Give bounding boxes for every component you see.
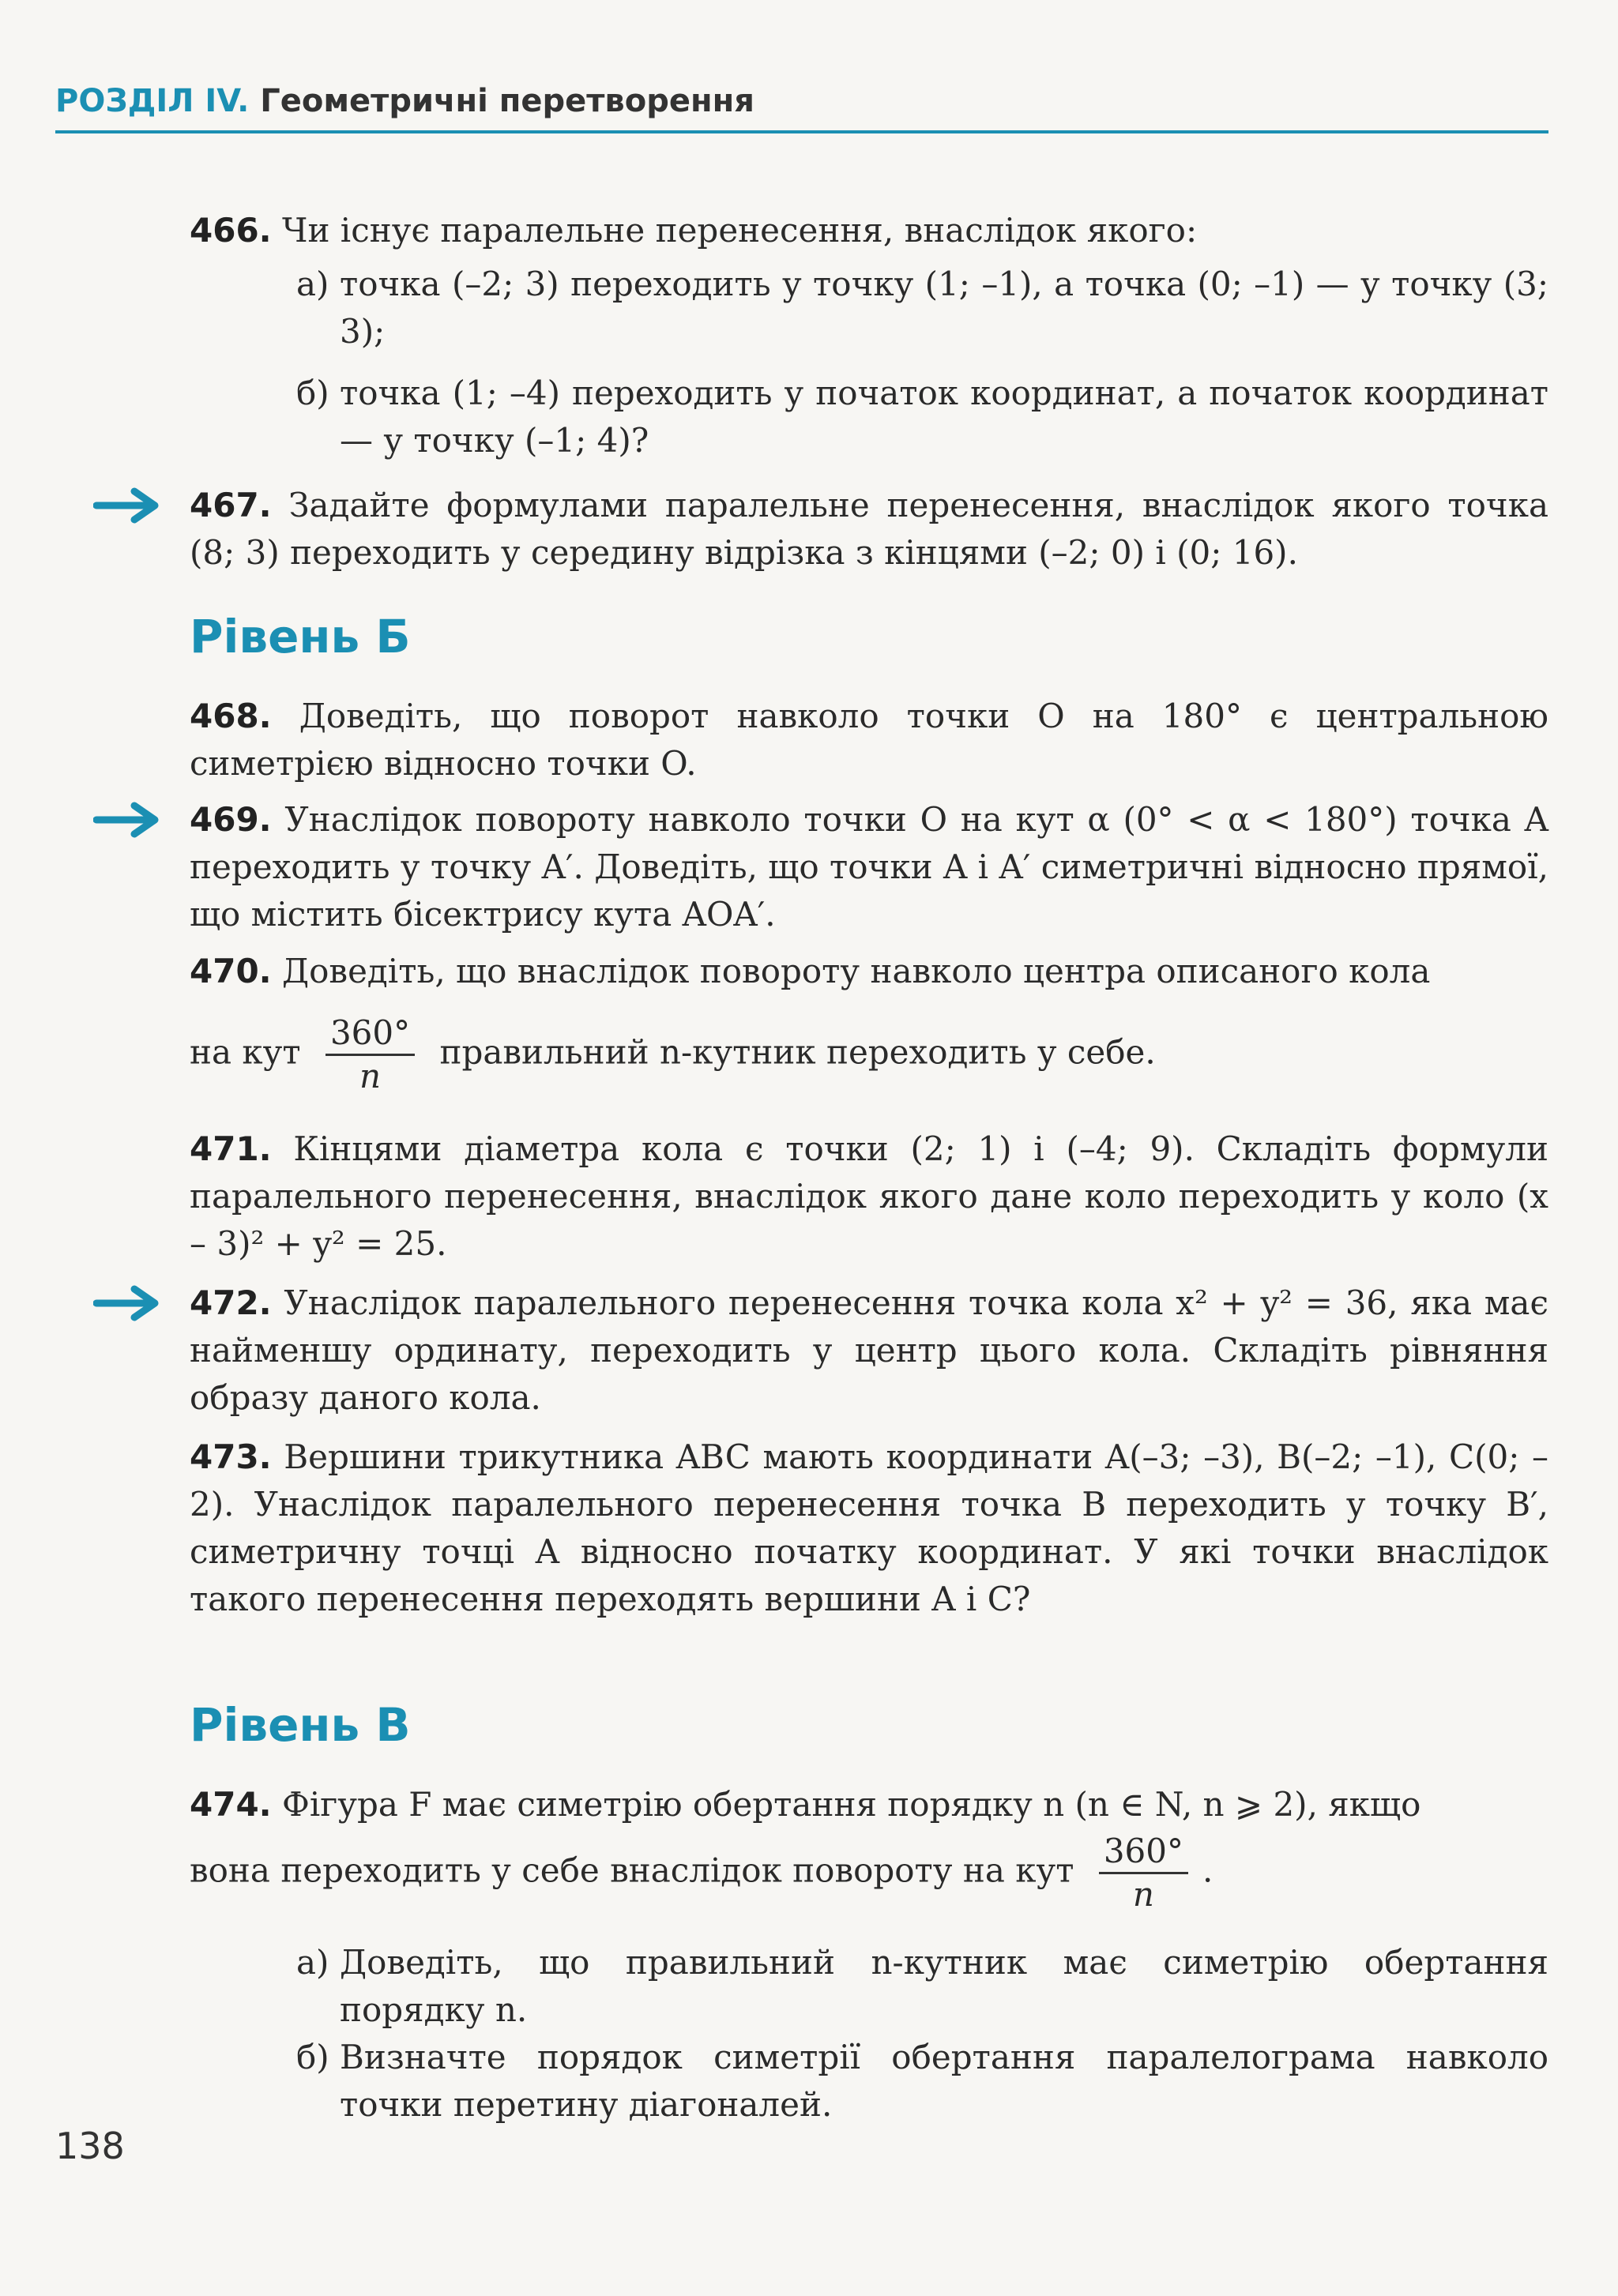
problem-number: 466. — [190, 211, 272, 250]
problem-474 — [190, 1781, 1548, 1828]
section-title: Геометричні перетворення — [260, 83, 754, 119]
item-label: а) — [296, 265, 329, 303]
problem-466-b — [296, 370, 1548, 464]
problem-number: 469. — [190, 800, 272, 839]
problem-text: на кут — [190, 1032, 301, 1072]
item-text: точка (–2; 3) переходить у точку (1; –1), а точка (0; –1) — у точку (3; 3); — [340, 265, 1548, 351]
problem-text: Доведіть, що внаслідок повороту навколо центра описаного кола — [282, 952, 1431, 990]
item-label: а) — [296, 1943, 329, 1982]
problem-number: 468. — [190, 697, 272, 735]
section-label: РОЗДІЛ IV. — [55, 83, 250, 119]
problem-466-a — [296, 261, 1548, 355]
problem-text: Унаслідок повороту навколо точки O на кут α (0° < α < 180°) точка A переходить у точку A′. Доведіть, що точки A і A′ симетричні відносно прямої, що містить бісектрису кута AOA′. — [190, 800, 1548, 934]
problem-text: Чи існує паралельне перенесення, внаслідок якого: — [282, 211, 1198, 250]
problem-number: 472. — [190, 1283, 272, 1322]
problem-text: правильний n-кутник переходить у себе. — [439, 1032, 1156, 1072]
problem-text: Доведіть, що поворот навколо точки O на 180° є центральною симетрією відносно точки O. — [190, 697, 1548, 783]
problem-text: Унаслідок паралельного перенесення точка кола x² + y² = 36, яка має найменшу ординату, переходить у центр цього кола. Складіть рівняння образу даного кола. — [190, 1283, 1548, 1417]
problem-text: вона переходить у себе внаслідок повороту на кут — [190, 1851, 1074, 1890]
problem-number: 470. — [190, 952, 272, 990]
item-text: точка (1; –4) переходить у початок координат, а початок координат — у точку (–1; 4)? — [340, 374, 1548, 460]
problem-472 — [190, 1280, 1548, 1422]
item-text: Доведіть, що правильний n-кутник має симетрію обертання порядку n. — [340, 1943, 1548, 2029]
period: . — [1202, 1851, 1214, 1890]
fraction-numerator: 360° — [325, 1013, 415, 1056]
problem-number: 471. — [190, 1129, 272, 1168]
problem-474-line2 — [190, 1831, 1548, 1915]
header-rule — [55, 130, 1548, 133]
item-text: Визначте порядок симетрії обертання паралелограма навколо точки перетину діагоналей. — [340, 2038, 1548, 2124]
page-number: 138 — [55, 2125, 125, 2167]
problem-text: Задайте формулами паралельне перенесення, внаслідок якого точка (8; 3) переходить у середину відрізка з кінцями (–2; 0) і (0; 16). — [190, 486, 1548, 572]
fraction — [325, 1013, 415, 1097]
problem-473 — [190, 1434, 1548, 1623]
page-header — [55, 83, 1548, 119]
fraction-numerator: 360° — [1099, 1831, 1188, 1874]
problem-467 — [190, 482, 1548, 577]
problem-text: Вершини трикутника ABC мають координати A(–3; –3), B(–2; –1), C(0; –2). Унаслідок паралельного перенесення точка B переходить у точку B′, симетричну точці A відносно початку координат. У які точки внаслідок такого перенесення переходять вершини A і C? — [190, 1437, 1548, 1618]
right-arrow-icon — [93, 1285, 161, 1321]
level-heading-b: Рівень Б — [190, 610, 411, 663]
problem-474-a — [296, 1939, 1548, 2034]
problem-466 — [190, 207, 1548, 254]
fraction-denominator: n — [359, 1057, 382, 1095]
problem-470-line2 — [190, 1013, 1548, 1097]
problem-number: 473. — [190, 1437, 272, 1476]
item-label: б) — [296, 374, 329, 412]
problem-text: Кінцями діаметра кола є точки (2; 1) і (–4; 9). Складіть формули паралельного перенесення, внаслідок якого дане коло переходить у коло (x – 3)² + y² = 25. — [190, 1129, 1548, 1263]
item-label: б) — [296, 2038, 329, 2076]
problem-number: 474. — [190, 1785, 272, 1824]
right-arrow-icon — [93, 802, 161, 838]
problem-468 — [190, 693, 1548, 787]
problem-469 — [190, 796, 1548, 938]
problem-number: 467. — [190, 486, 272, 524]
fraction — [1099, 1831, 1188, 1915]
fraction-denominator: n — [1132, 1875, 1154, 1914]
problem-474-b — [296, 2034, 1548, 2129]
level-heading-c: Рівень В — [190, 1698, 411, 1752]
problem-text: Фігура F має симетрію обертання порядку n (n ∈ N, n ⩾ 2), якщо — [282, 1785, 1421, 1824]
problem-471 — [190, 1125, 1548, 1268]
right-arrow-icon — [93, 487, 161, 524]
problem-470 — [190, 948, 1548, 995]
